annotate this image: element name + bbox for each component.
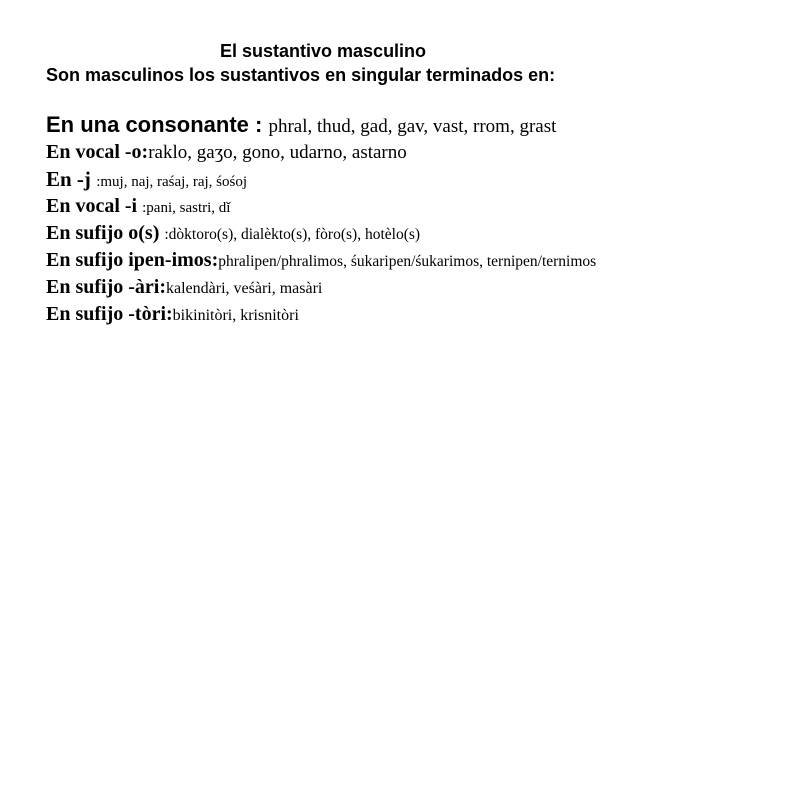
rule-label: En sufijo o(s): [46, 222, 165, 244]
rule-examples: kalendàri, veśàri, masàri: [166, 280, 323, 297]
rule-examples: phral, thud, gad, gav, vast, rrom, grast: [268, 116, 557, 137]
rule-sufijo-ipen-imos: [46, 247, 786, 274]
rule-label: En -j: [46, 167, 97, 191]
rule-examples: :pani, sastri, dǐ: [142, 200, 231, 216]
rules-list: [46, 111, 786, 328]
rule-sufijo-os: [46, 220, 786, 247]
page-subtitle: Son masculinos los sustantivos en singular terminados en:: [46, 65, 556, 85]
rule-examples: phralipen/phralimos, śukaripen/śukarimos, ternipen/ternimos: [218, 253, 597, 270]
rule-sufijo-tori: [46, 301, 786, 328]
rule-examples: raklo, gaʒo, gono, udarno, astarno: [148, 142, 407, 163]
rule-vocal-o: [46, 139, 786, 166]
rule-examples: :muj, naj, raśaj, raj, śośoj: [96, 174, 247, 190]
page-title: El sustantivo masculino: [220, 41, 427, 61]
rule-label: En sufijo -tòri:: [46, 303, 173, 325]
rule-label: En sufijo -àri:: [46, 276, 166, 298]
rule-examples: :dòktoro(s), dialèkto(s), fòro(s), hotèlo(s): [164, 226, 421, 243]
rule-examples: bikinitòri, krisnitòri: [172, 307, 299, 324]
rule-label: En sufijo ipen-imos:: [46, 249, 219, 271]
rule-j: [46, 166, 786, 193]
rule-label: En vocal -i: [46, 195, 143, 217]
rule-sufijo-ari: [46, 274, 786, 301]
rule-label: En vocal -o:: [46, 141, 149, 163]
rule-consonante: [46, 111, 786, 139]
rule-label: En una consonante :: [46, 112, 269, 137]
rule-vocal-i: [46, 193, 786, 220]
